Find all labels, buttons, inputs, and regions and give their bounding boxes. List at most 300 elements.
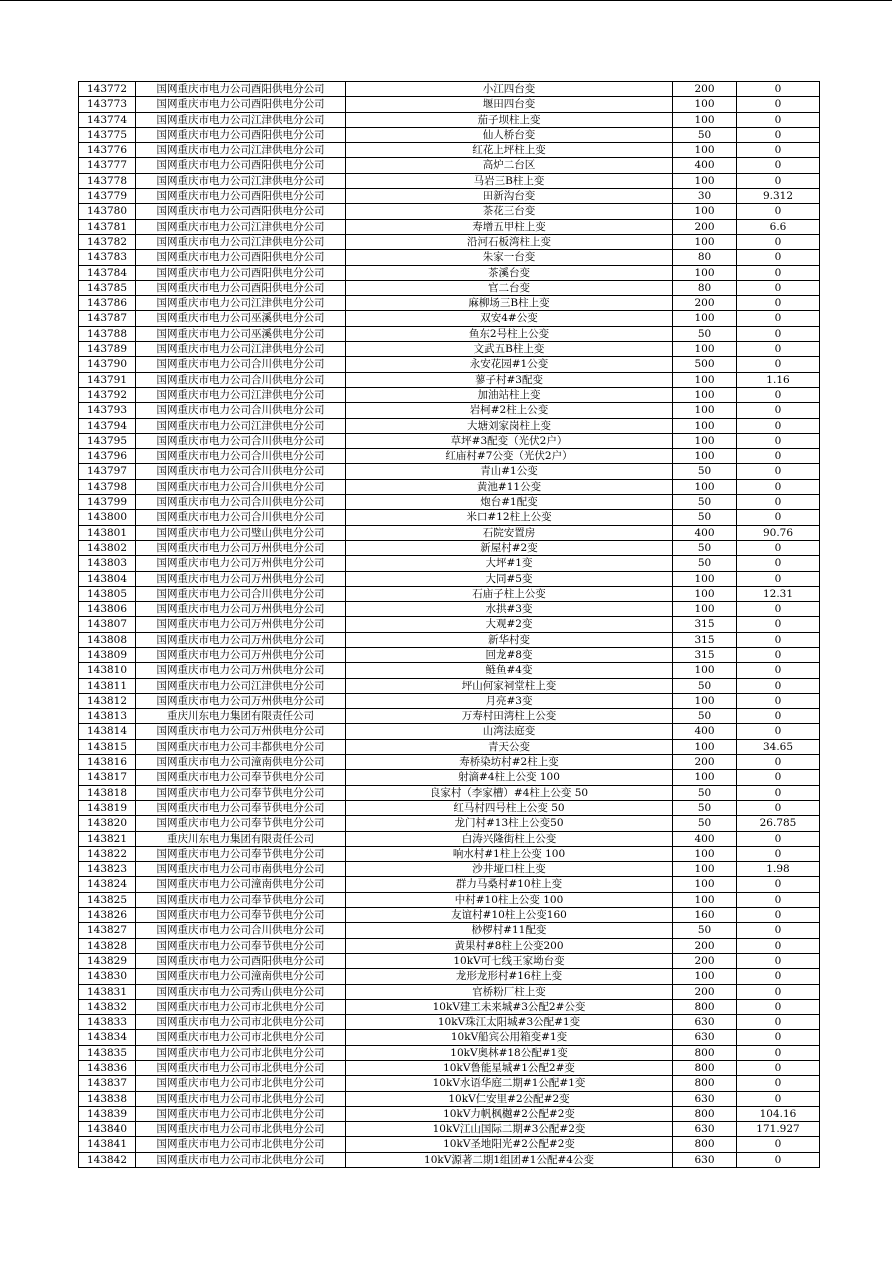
transformer-name-cell: 响水村#1柱上公变 100	[346, 846, 673, 861]
value-cell: 0	[737, 1045, 820, 1060]
transformer-name-cell: 黄果村#8柱上公变200	[346, 938, 673, 953]
table-row	[79, 816, 820, 831]
table-row	[79, 800, 820, 815]
value-cell: 1.16	[737, 372, 820, 387]
value-cell: 9.312	[737, 189, 820, 204]
value-cell: 0	[737, 1091, 820, 1106]
table-row	[79, 999, 820, 1014]
table-row	[79, 1030, 820, 1045]
row-id-cell: 143829	[79, 953, 136, 968]
company-cell: 国网重庆市电力公司市北供电分公司	[136, 1137, 346, 1152]
value-cell: 0	[737, 663, 820, 678]
row-id-cell: 143824	[79, 877, 136, 892]
table-row	[79, 678, 820, 693]
table-row	[79, 158, 820, 173]
value-cell: 0	[737, 556, 820, 571]
row-id-cell: 143810	[79, 663, 136, 678]
row-id-cell: 143840	[79, 1122, 136, 1137]
value-cell: 0	[737, 770, 820, 785]
table-row	[79, 143, 820, 158]
row-id-cell: 143792	[79, 387, 136, 402]
table-row	[79, 877, 820, 892]
capacity-cell: 80	[673, 250, 737, 265]
value-cell: 0	[737, 693, 820, 708]
row-id-cell: 143790	[79, 357, 136, 372]
capacity-cell: 100	[673, 877, 737, 892]
value-cell: 34.65	[737, 739, 820, 754]
capacity-cell: 315	[673, 647, 737, 662]
row-id-cell: 143830	[79, 969, 136, 984]
row-id-cell: 143780	[79, 204, 136, 219]
row-id-cell: 143801	[79, 525, 136, 540]
company-cell: 国网重庆市电力公司合川供电分公司	[136, 479, 346, 494]
company-cell: 国网重庆市电力公司市南供电分公司	[136, 862, 346, 877]
capacity-cell: 50	[673, 816, 737, 831]
table-row	[79, 586, 820, 601]
table-body	[79, 82, 820, 1168]
transformer-name-cell: 水拱#3变	[346, 602, 673, 617]
company-cell: 国网重庆市电力公司江津供电分公司	[136, 112, 346, 127]
row-id-cell: 143815	[79, 739, 136, 754]
capacity-cell: 100	[673, 586, 737, 601]
value-cell: 0	[737, 112, 820, 127]
row-id-cell: 143818	[79, 785, 136, 800]
capacity-cell: 100	[673, 571, 737, 586]
row-id-cell: 143806	[79, 602, 136, 617]
transformer-name-cell: 加油站柱上变	[346, 387, 673, 402]
transformer-name-cell: 10kV圣地阳光#2公配#2变	[346, 1137, 673, 1152]
company-cell: 国网重庆市电力公司潼南供电分公司	[136, 877, 346, 892]
company-cell: 国网重庆市电力公司璧山供电分公司	[136, 525, 346, 540]
value-cell: 0	[737, 433, 820, 448]
transformer-name-cell: 中村#10柱上公变 100	[346, 892, 673, 907]
capacity-cell: 800	[673, 1061, 737, 1076]
table-row	[79, 831, 820, 846]
row-id-cell: 143797	[79, 464, 136, 479]
company-cell: 国网重庆市电力公司酉阳供电分公司	[136, 265, 346, 280]
transformer-name-cell: 岩柯#2柱上公变	[346, 403, 673, 418]
table-row	[79, 1137, 820, 1152]
company-cell: 国网重庆市电力公司万州供电分公司	[136, 724, 346, 739]
value-cell: 0	[737, 280, 820, 295]
capacity-cell: 100	[673, 173, 737, 188]
transformer-name-cell: 田新沟台变	[346, 189, 673, 204]
transformer-name-cell: 10kV奥林#18公配#1变	[346, 1045, 673, 1060]
row-id-cell: 143787	[79, 311, 136, 326]
table-row	[79, 510, 820, 525]
transformer-name-cell: 永安花园#1公变	[346, 357, 673, 372]
row-id-cell: 143789	[79, 342, 136, 357]
company-cell: 国网重庆市电力公司酉阳供电分公司	[136, 82, 346, 97]
transformer-name-cell: 10kV船宾公用箱变#1变	[346, 1030, 673, 1045]
transformer-name-cell: 高炉二台区	[346, 158, 673, 173]
transformer-name-cell: 10kV可七线王家坳台变	[346, 953, 673, 968]
company-cell: 国网重庆市电力公司合川供电分公司	[136, 510, 346, 525]
transformer-name-cell: 米口#12柱上公变	[346, 510, 673, 525]
capacity-cell: 200	[673, 938, 737, 953]
transformer-name-cell: 蓼子村#3配变	[346, 372, 673, 387]
table-row	[79, 1061, 820, 1076]
capacity-cell: 100	[673, 265, 737, 280]
transformer-name-cell: 大坪#1变	[346, 556, 673, 571]
company-cell: 国网重庆市电力公司合川供电分公司	[136, 449, 346, 464]
company-cell: 国网重庆市电力公司江津供电分公司	[136, 173, 346, 188]
table-row	[79, 923, 820, 938]
table-row	[79, 892, 820, 907]
row-id-cell: 143785	[79, 280, 136, 295]
capacity-cell: 50	[673, 923, 737, 938]
table-row	[79, 479, 820, 494]
row-id-cell: 143803	[79, 556, 136, 571]
capacity-cell: 50	[673, 709, 737, 724]
transformer-name-cell: 沙井垭口柱上变	[346, 862, 673, 877]
company-cell: 国网重庆市电力公司酉阳供电分公司	[136, 127, 346, 142]
row-id-cell: 143773	[79, 97, 136, 112]
value-cell: 0	[737, 1152, 820, 1167]
transformer-name-cell: 坪山何家祠堂柱上变	[346, 678, 673, 693]
value-cell: 90.76	[737, 525, 820, 540]
value-cell: 0	[737, 357, 820, 372]
table-row	[79, 724, 820, 739]
company-cell: 国网重庆市电力公司合川供电分公司	[136, 495, 346, 510]
value-cell: 0	[737, 495, 820, 510]
capacity-cell: 200	[673, 953, 737, 968]
transformer-name-cell: 文武五B柱上变	[346, 342, 673, 357]
transformer-name-cell: 麻柳场三B柱上变	[346, 296, 673, 311]
transformer-name-cell: 官二台变	[346, 280, 673, 295]
table-row	[79, 495, 820, 510]
transformer-name-cell: 茄子坝柱上变	[346, 112, 673, 127]
capacity-cell: 100	[673, 418, 737, 433]
value-cell: 0	[737, 938, 820, 953]
row-id-cell: 143777	[79, 158, 136, 173]
value-cell: 0	[737, 908, 820, 923]
capacity-cell: 100	[673, 449, 737, 464]
value-cell: 0	[737, 800, 820, 815]
capacity-cell: 100	[673, 372, 737, 387]
value-cell: 0	[737, 97, 820, 112]
capacity-cell: 50	[673, 540, 737, 555]
value-cell: 0	[737, 158, 820, 173]
company-cell: 国网重庆市电力公司奉节供电分公司	[136, 770, 346, 785]
transformer-name-cell: 寿增五甲柱上变	[346, 219, 673, 234]
value-cell: 0	[737, 923, 820, 938]
company-cell: 国网重庆市电力公司奉节供电分公司	[136, 892, 346, 907]
company-cell: 国网重庆市电力公司合川供电分公司	[136, 372, 346, 387]
row-id-cell: 143836	[79, 1061, 136, 1076]
row-id-cell: 143819	[79, 800, 136, 815]
row-id-cell: 143805	[79, 586, 136, 601]
company-cell: 国网重庆市电力公司市北供电分公司	[136, 1061, 346, 1076]
capacity-cell: 200	[673, 296, 737, 311]
company-cell: 国网重庆市电力公司合川供电分公司	[136, 923, 346, 938]
company-cell: 国网重庆市电力公司酉阳供电分公司	[136, 250, 346, 265]
value-cell: 0	[737, 464, 820, 479]
row-id-cell: 143791	[79, 372, 136, 387]
capacity-cell: 200	[673, 755, 737, 770]
transformer-name-cell: 山湾法庭变	[346, 724, 673, 739]
transformer-name-cell: 10kV江山国际二期#3公配#2变	[346, 1122, 673, 1137]
capacity-cell: 50	[673, 785, 737, 800]
transformer-name-cell: 青山#1公变	[346, 464, 673, 479]
company-cell: 国网重庆市电力公司酉阳供电分公司	[136, 158, 346, 173]
value-cell: 0	[737, 510, 820, 525]
capacity-cell: 800	[673, 1045, 737, 1060]
capacity-cell: 100	[673, 969, 737, 984]
capacity-cell: 500	[673, 357, 737, 372]
value-cell: 0	[737, 1030, 820, 1045]
company-cell: 国网重庆市电力公司万州供电分公司	[136, 663, 346, 678]
capacity-cell: 630	[673, 1015, 737, 1030]
row-id-cell: 143778	[79, 173, 136, 188]
transformer-name-cell: 良家村（李家槽）#4柱上公变 50	[346, 785, 673, 800]
company-cell: 国网重庆市电力公司万州供电分公司	[136, 647, 346, 662]
row-id-cell: 143807	[79, 617, 136, 632]
table-row	[79, 969, 820, 984]
transformer-name-cell: 寿桥染坊村#2柱上变	[346, 755, 673, 770]
company-cell: 国网重庆市电力公司江津供电分公司	[136, 296, 346, 311]
transformer-name-cell: 友谊村#10柱上公变160	[346, 908, 673, 923]
company-cell: 国网重庆市电力公司酉阳供电分公司	[136, 953, 346, 968]
row-id-cell: 143796	[79, 449, 136, 464]
capacity-cell: 50	[673, 326, 737, 341]
row-id-cell: 143782	[79, 234, 136, 249]
row-id-cell: 143841	[79, 1137, 136, 1152]
row-id-cell: 143808	[79, 632, 136, 647]
value-cell: 0	[737, 678, 820, 693]
row-id-cell: 143772	[79, 82, 136, 97]
value-cell: 0	[737, 755, 820, 770]
company-cell: 国网重庆市电力公司市北供电分公司	[136, 1106, 346, 1121]
company-cell: 国网重庆市电力公司市北供电分公司	[136, 1152, 346, 1167]
table-row	[79, 647, 820, 662]
capacity-cell: 100	[673, 433, 737, 448]
company-cell: 国网重庆市电力公司潼南供电分公司	[136, 969, 346, 984]
company-cell: 国网重庆市电力公司市北供电分公司	[136, 1091, 346, 1106]
value-cell: 0	[737, 173, 820, 188]
transformer-name-cell: 双安4#公变	[346, 311, 673, 326]
value-cell: 1.98	[737, 862, 820, 877]
capacity-cell: 200	[673, 984, 737, 999]
row-id-cell: 143832	[79, 999, 136, 1014]
capacity-cell: 50	[673, 800, 737, 815]
value-cell: 0	[737, 785, 820, 800]
transformer-name-cell: 石庙子柱上公变	[346, 586, 673, 601]
transformer-name-cell: 10kV仁安里#2公配#2变	[346, 1091, 673, 1106]
capacity-cell: 100	[673, 479, 737, 494]
value-cell: 0	[737, 846, 820, 861]
value-cell: 0	[737, 709, 820, 724]
transformer-name-cell: 鱼东2号柱上公变	[346, 326, 673, 341]
row-id-cell: 143788	[79, 326, 136, 341]
transformer-name-cell: 群力马桑村#10柱上变	[346, 877, 673, 892]
capacity-cell: 800	[673, 1076, 737, 1091]
transformer-name-cell: 草坪#3配变（光伏2户）	[346, 433, 673, 448]
company-cell: 国网重庆市电力公司市北供电分公司	[136, 1076, 346, 1091]
value-cell: 0	[737, 387, 820, 402]
table-row	[79, 219, 820, 234]
company-cell: 国网重庆市电力公司万州供电分公司	[136, 571, 346, 586]
row-id-cell: 143781	[79, 219, 136, 234]
transformer-name-cell: 沿河石板湾柱上变	[346, 234, 673, 249]
table-row	[79, 372, 820, 387]
transformer-name-cell: 10kV力帆枫樾#2公配#2变	[346, 1106, 673, 1121]
row-id-cell: 143828	[79, 938, 136, 953]
table-row	[79, 1015, 820, 1030]
row-id-cell: 143831	[79, 984, 136, 999]
company-cell: 国网重庆市电力公司酉阳供电分公司	[136, 204, 346, 219]
value-cell: 0	[737, 617, 820, 632]
value-cell: 12.31	[737, 586, 820, 601]
capacity-cell: 100	[673, 862, 737, 877]
table-row	[79, 984, 820, 999]
capacity-cell: 100	[673, 97, 737, 112]
company-cell: 国网重庆市电力公司奉节供电分公司	[136, 938, 346, 953]
table-row	[79, 709, 820, 724]
table-row	[79, 464, 820, 479]
table-row	[79, 403, 820, 418]
transformer-name-cell: 朱家一台变	[346, 250, 673, 265]
value-cell: 0	[737, 143, 820, 158]
transformer-name-cell: 10kV珠江太阳城#3公配#1变	[346, 1015, 673, 1030]
table-row	[79, 953, 820, 968]
row-id-cell: 143804	[79, 571, 136, 586]
company-cell: 国网重庆市电力公司奉节供电分公司	[136, 785, 346, 800]
table-row	[79, 250, 820, 265]
transformer-name-cell: 红花上坪柱上变	[346, 143, 673, 158]
transformer-name-cell: 鲢鱼#4变	[346, 663, 673, 678]
value-cell: 0	[737, 234, 820, 249]
company-cell: 国网重庆市电力公司万州供电分公司	[136, 556, 346, 571]
transformer-name-cell: 大观#2变	[346, 617, 673, 632]
transformer-name-cell: 10kV水语华庭二期#1公配#1变	[346, 1076, 673, 1091]
value-cell: 171.927	[737, 1122, 820, 1137]
capacity-cell: 100	[673, 663, 737, 678]
company-cell: 国网重庆市电力公司奉节供电分公司	[136, 816, 346, 831]
company-cell: 国网重庆市电力公司江津供电分公司	[136, 678, 346, 693]
capacity-cell: 630	[673, 1122, 737, 1137]
capacity-cell: 100	[673, 342, 737, 357]
transformer-name-cell: 龙门村#13柱上公变50	[346, 816, 673, 831]
table-row	[79, 908, 820, 923]
table-row	[79, 127, 820, 142]
table-row	[79, 632, 820, 647]
company-cell: 重庆川东电力集团有限责任公司	[136, 709, 346, 724]
transformer-name-cell: 仙人桥台变	[346, 127, 673, 142]
capacity-cell: 400	[673, 525, 737, 540]
transformer-name-cell: 炮台#1配变	[346, 495, 673, 510]
capacity-cell: 100	[673, 892, 737, 907]
value-cell: 0	[737, 403, 820, 418]
company-cell: 国网重庆市电力公司万州供电分公司	[136, 693, 346, 708]
row-id-cell: 143817	[79, 770, 136, 785]
row-id-cell: 143776	[79, 143, 136, 158]
row-id-cell: 143839	[79, 1106, 136, 1121]
table-row	[79, 204, 820, 219]
company-cell: 国网重庆市电力公司合川供电分公司	[136, 586, 346, 601]
capacity-cell: 315	[673, 617, 737, 632]
row-id-cell: 143835	[79, 1045, 136, 1060]
value-cell: 0	[737, 342, 820, 357]
row-id-cell: 143842	[79, 1152, 136, 1167]
table-row	[79, 296, 820, 311]
value-cell: 0	[737, 82, 820, 97]
capacity-cell: 50	[673, 464, 737, 479]
transformer-name-cell: 大同#5变	[346, 571, 673, 586]
capacity-cell: 100	[673, 143, 737, 158]
table-row	[79, 418, 820, 433]
value-cell: 0	[737, 311, 820, 326]
company-cell: 国网重庆市电力公司奉节供电分公司	[136, 908, 346, 923]
row-id-cell: 143816	[79, 755, 136, 770]
row-id-cell: 143834	[79, 1030, 136, 1045]
value-cell: 104.16	[737, 1106, 820, 1121]
transformer-name-cell: 龙形龙形村#16柱上变	[346, 969, 673, 984]
capacity-cell: 100	[673, 234, 737, 249]
company-cell: 重庆川东电力集团有限责任公司	[136, 831, 346, 846]
company-cell: 国网重庆市电力公司万州供电分公司	[136, 632, 346, 647]
value-cell: 0	[737, 724, 820, 739]
transformer-name-cell: 堰田四台变	[346, 97, 673, 112]
value-cell: 0	[737, 602, 820, 617]
row-id-cell: 143774	[79, 112, 136, 127]
table-row	[79, 189, 820, 204]
company-cell: 国网重庆市电力公司酉阳供电分公司	[136, 97, 346, 112]
row-id-cell: 143814	[79, 724, 136, 739]
company-cell: 国网重庆市电力公司酉阳供电分公司	[136, 189, 346, 204]
capacity-cell: 400	[673, 724, 737, 739]
row-id-cell: 143775	[79, 127, 136, 142]
company-cell: 国网重庆市电力公司万州供电分公司	[136, 617, 346, 632]
transformer-name-cell: 马岩三B柱上变	[346, 173, 673, 188]
capacity-cell: 50	[673, 510, 737, 525]
table-row	[79, 571, 820, 586]
transformer-name-cell: 桫椤村#11配变	[346, 923, 673, 938]
transformer-name-cell: 10kV鲁能星城#1公配2#变	[346, 1061, 673, 1076]
capacity-cell: 100	[673, 403, 737, 418]
capacity-cell: 50	[673, 678, 737, 693]
transformer-name-cell: 射滴#4柱上公变 100	[346, 770, 673, 785]
table-row	[79, 234, 820, 249]
company-cell: 国网重庆市电力公司江津供电分公司	[136, 418, 346, 433]
company-cell: 国网重庆市电力公司合川供电分公司	[136, 403, 346, 418]
table-row	[79, 326, 820, 341]
value-cell: 0	[737, 418, 820, 433]
company-cell: 国网重庆市电力公司江津供电分公司	[136, 143, 346, 158]
row-id-cell: 143838	[79, 1091, 136, 1106]
value-cell: 6.6	[737, 219, 820, 234]
value-cell: 0	[737, 632, 820, 647]
capacity-cell: 100	[673, 602, 737, 617]
row-id-cell: 143794	[79, 418, 136, 433]
transformer-name-cell: 大塘刘家岗柱上变	[346, 418, 673, 433]
table-row	[79, 1091, 820, 1106]
transformer-name-cell: 青天公变	[346, 739, 673, 754]
table-row	[79, 693, 820, 708]
row-id-cell: 143798	[79, 479, 136, 494]
value-cell: 0	[737, 892, 820, 907]
row-id-cell: 143833	[79, 1015, 136, 1030]
row-id-cell: 143822	[79, 846, 136, 861]
table-row	[79, 387, 820, 402]
row-id-cell: 143825	[79, 892, 136, 907]
company-cell: 国网重庆市电力公司江津供电分公司	[136, 219, 346, 234]
table-row	[79, 739, 820, 754]
company-cell: 国网重庆市电力公司江津供电分公司	[136, 234, 346, 249]
transformer-name-cell: 10kV建工未来城#3公配2#公变	[346, 999, 673, 1014]
row-id-cell: 143802	[79, 540, 136, 555]
company-cell: 国网重庆市电力公司市北供电分公司	[136, 1030, 346, 1045]
